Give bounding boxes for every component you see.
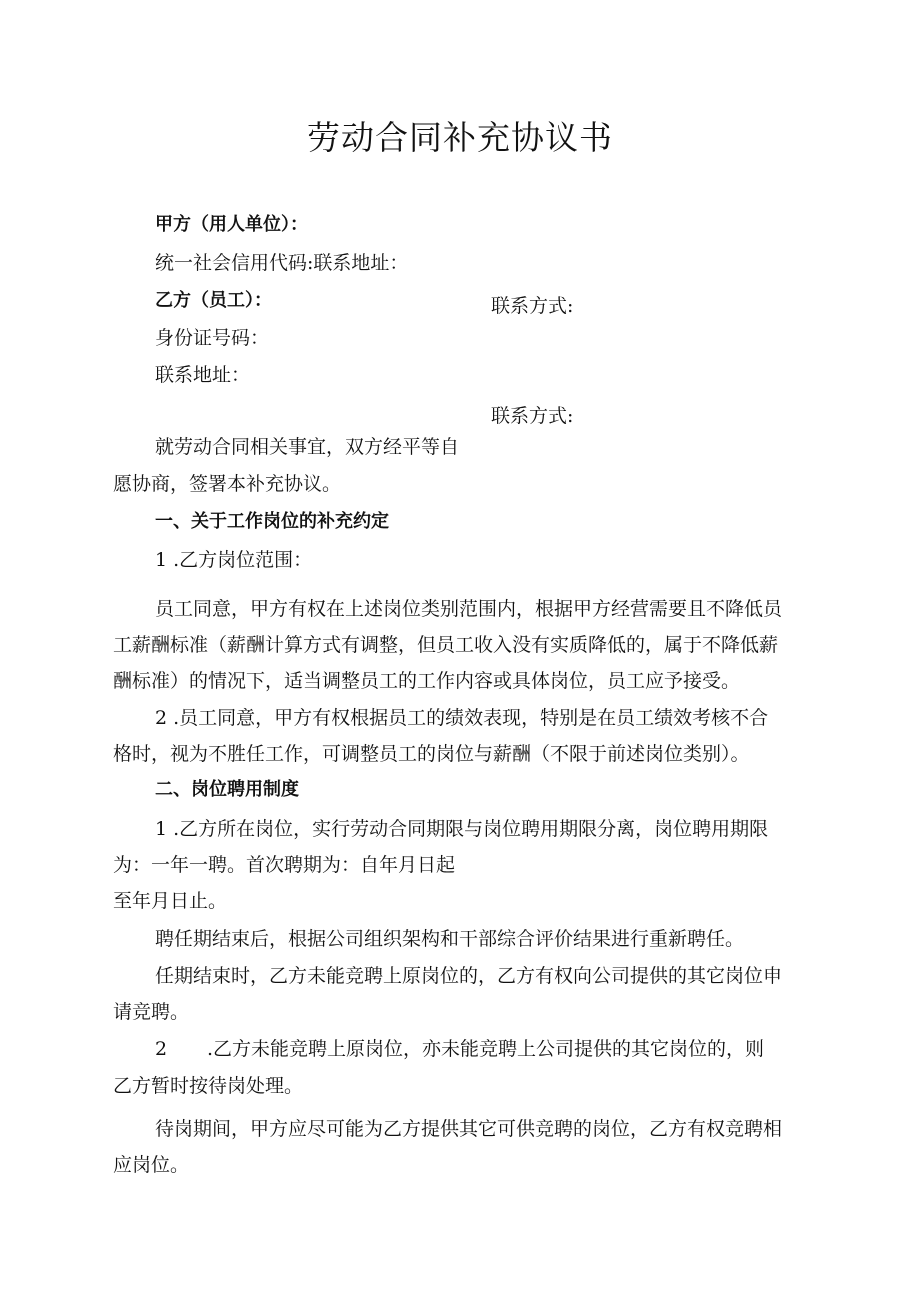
party-b-label: 乙方（员工）： — [155, 290, 272, 311]
contact-method-1: 联系方式: — [491, 295, 574, 317]
intro-line-1: 就劳动合同相关事宜，双方经平等自 — [155, 436, 460, 458]
section-1-paragraph-line: 工薪酬标准（薪酬计算方式有调整，但员工收入没有实质降低的，属于不降低薪 — [113, 634, 779, 656]
section-1-heading: 一、关于工作岗位的补充约定 — [155, 511, 389, 532]
section-2-item-2-line: .乙方未能竞聘上原岗位，亦未能竞聘上公司提供的其它岗位的，则 — [207, 1038, 765, 1060]
document-title: 劳动合同补充协议书 — [307, 118, 613, 157]
party-a-label: 甲方（用人单位）： — [155, 214, 308, 235]
contact-method-2: 联系方式: — [491, 405, 574, 427]
section-2-item-2-line: 乙方暂时按待岗处理。 — [113, 1075, 304, 1097]
credit-code-line: 统一社会信用代码:联系地址： — [155, 252, 409, 274]
section-1-paragraph-line: 酬标准）的情况下，适当调整员工的工作内容或具体岗位，员工应予接受。 — [113, 670, 741, 692]
section-2-paragraph: 聘任期结束后，根据公司组织架构和干部综合评价结果进行重新聘任。 — [155, 928, 745, 950]
address-label: 联系地址： — [155, 364, 251, 386]
section-2-item-2-number: 2 — [155, 1038, 168, 1060]
section-1-paragraph-line: 员工同意，甲方有权在上述岗位类别范围内，根据甲方经营需要且不降低员 — [155, 598, 783, 620]
section-2-paragraph-line: 待岗期间，甲方应尽可能为乙方提供其它可供竞聘的岗位，乙方有权竞聘相 — [155, 1118, 783, 1140]
id-number-label: 身份证号码： — [155, 327, 270, 349]
section-2-paragraph-line: 请竞聘。 — [113, 1001, 190, 1023]
section-1-item-2-line: 2 .员工同意，甲方有权根据员工的绩效表现，特别是在员工绩效考核不合 — [155, 707, 769, 729]
section-1-item-2-line: 格时，视为不胜任工作，可调整员工的岗位与薪酬（不限于前述岗位类别）。 — [113, 743, 750, 765]
section-1-item-1: 1 .乙方岗位范围： — [155, 549, 313, 571]
section-2-paragraph-line: 应岗位。 — [113, 1154, 190, 1176]
section-2-item-1-line: 至年月日止。 — [113, 890, 228, 912]
section-2-item-1-line: 为：一年一聘。首次聘期为：自年月日起 — [113, 854, 456, 876]
section-2-paragraph-line: 任期结束时，乙方未能竞聘上原岗位的，乙方有权向公司提供的其它岗位申 — [155, 965, 783, 987]
section-2-item-1-line: 1 .乙方所在岗位，实行劳动合同期限与岗位聘用期限分离，岗位聘用期限 — [155, 818, 769, 840]
intro-line-2: 愿协商，签署本补充协议。 — [113, 473, 342, 495]
section-2-heading: 二、岗位聘用制度 — [155, 779, 299, 800]
